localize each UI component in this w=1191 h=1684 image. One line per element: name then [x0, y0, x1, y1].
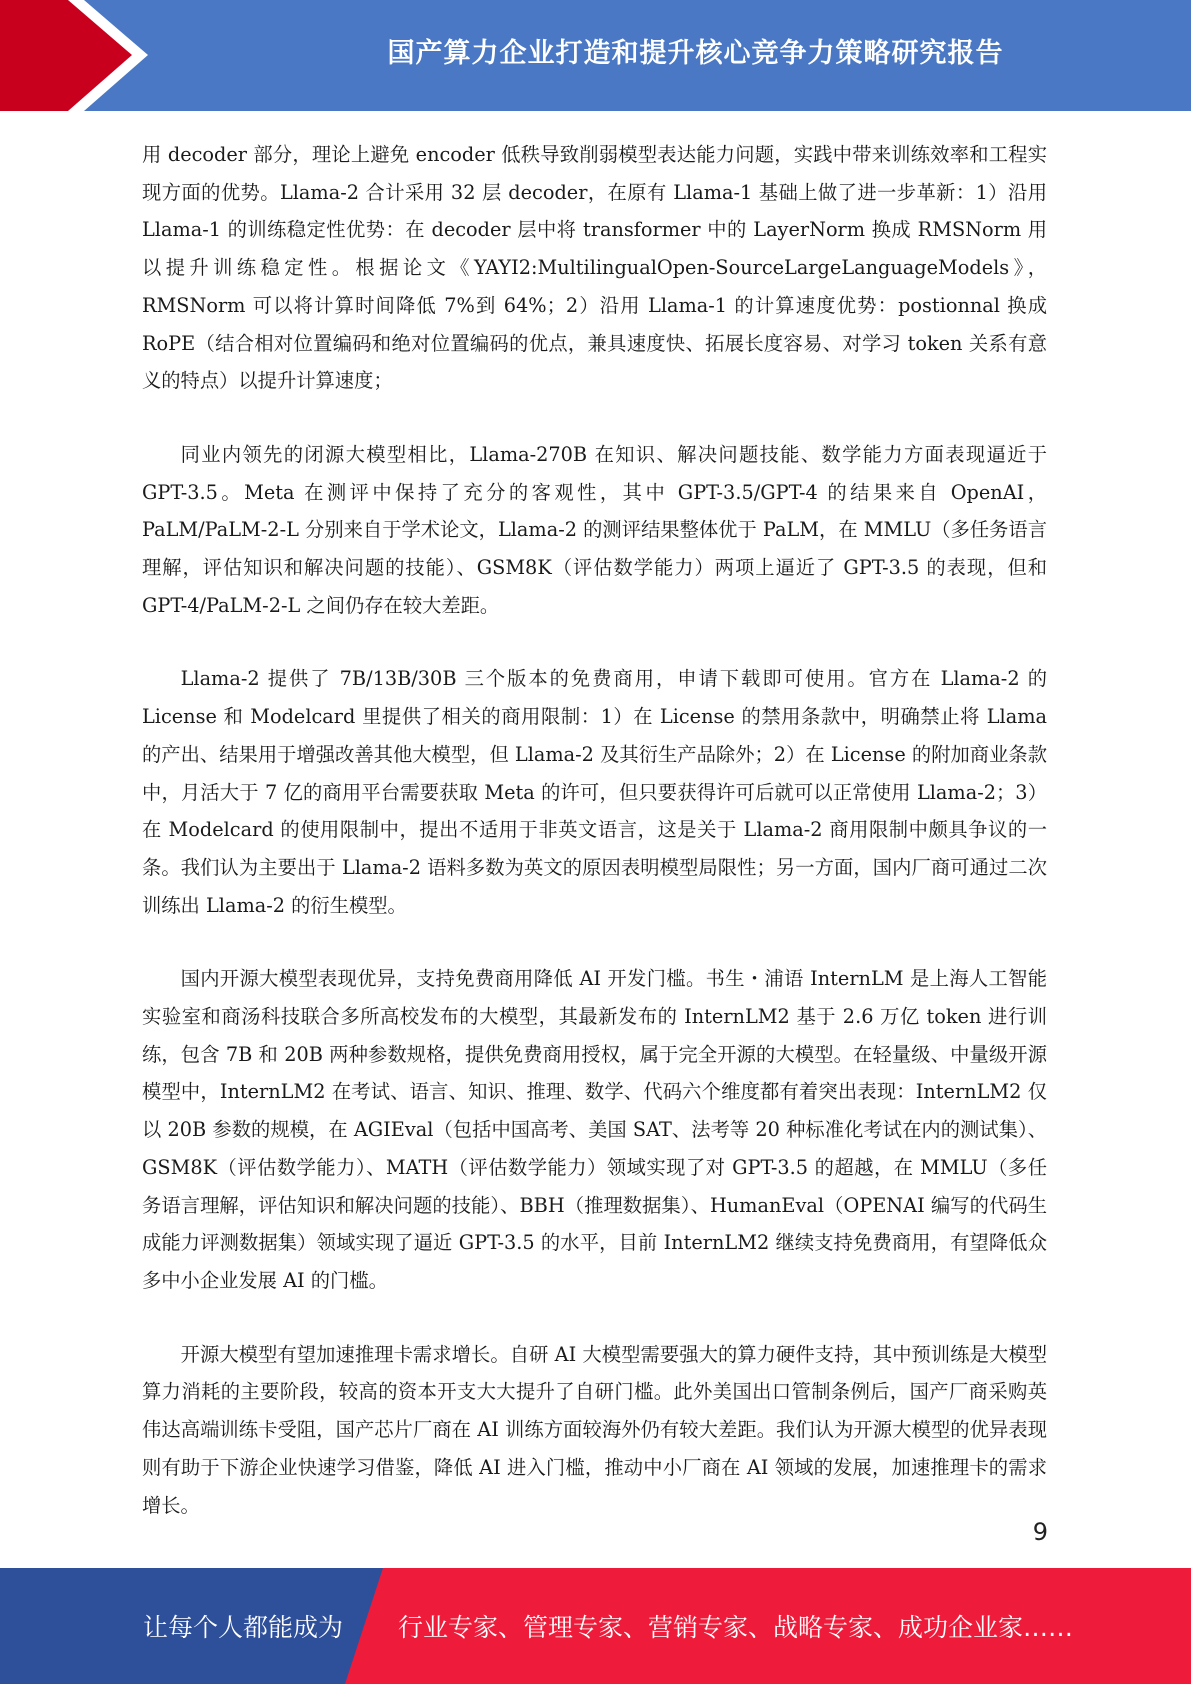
- paragraph-5: 开源大模型有望加速推理卡需求增长。自研 AI 大模型需要强大的算力硬件支持，其中预训练是大模型算力消耗的主要阶段，较高的资本开支大大提升了自研门槛。此外美国出口管制条例后，国产厂商采购英伟达高端训练卡受阻，国产芯片厂商在 AI 训练方面较海外仍有较大差距。我们认为开源大模型的优异表现则有助于下游企业快速学习借鉴，降低 AI 进入门槛，推动中小厂商在 AI 领域的发展，加速推理卡的需求增长。: [142, 1342, 1047, 1517]
- footer-slogan-left: 让每个人都能成为: [143, 1613, 344, 1642]
- paragraph-2: 同业内领先的闭源大模型相比，Llama-270B 在知识、解决问题技能、数学能力方面表现逼近于 GPT-3.5。Meta 在测评中保持了充分的客观性，其中 GPT-3.5/GPT-4 的结果来自 OpenAI，PaLM/PaLM-2-L 分别来自于学术论文，Llama-2 的测评结果整体优于 PaLM，在 MMLU（多任务语言理解，评估知识和解决问题的技能）、GSM8K（评估数学能力）两项上逼近了 GPT-3.5 的表现，但和 GPT-4/PaLM-2-L 之间仍存在较大差距。: [142, 442, 1047, 617]
- report-title: 国产算力企业打造和提升核心竞争力策略研究报告: [387, 37, 1004, 69]
- chevron-arrow-icon: [0, 0, 160, 111]
- footer-banner: [0, 1568, 1191, 1684]
- document-body: [142, 136, 1047, 1560]
- paragraph-3: Llama-2 提供了 7B/13B/30B 三个版本的免费商用，申请下载即可使用。官方在 Llama-2 的 License 和 Modelcard 里提供了相关的商用限制：1）在 License 的禁用条款中，明确禁止将 Llama 的产出、结果用于增强改善其他大模型，但 Llama-2 及其衍生产品除外；2）在 License 的附加商业条款中，月活大于 7 亿的商用平台需要获取 Meta 的许可，但只要获得许可后就可以正常使用 Llama-2；3）在 Modelcard 的使用限制中，提出不适用于非英文语言，这是关于 Llama-2 商用限制中颇具争议的一条。我们认为主要出于 Llama-2 语料多数为英文的原因表明模型局限性；另一方面，国内厂商可通过二次训练出 Llama-2 的衍生模型。: [142, 667, 1047, 917]
- footer-slogan-right: 行业专家、管理专家、营销专家、战略专家、成功企业家……: [398, 1613, 1074, 1642]
- paragraph-1: 用 decoder 部分，理论上避免 encoder 低秩导致削弱模型表达能力问题，实践中带来训练效率和工程实现方面的优势。Llama-2 合计采用 32 层 decoder，在原有 Llama-1 基础上做了进一步革新：1）沿用 Llama-1 的训练稳定性优势：在 decoder 层中将 transformer 中的 LayerNorm 换成 RMSNorm 用以提升训练稳定性。根据论文《YAYI2:MultilingualOpen-SourceLargeLanguageModels》，RMSNorm 可以将计算时间降低 7%到 64%；2）沿用 Llama-1 的计算速度优势：postionnal 换成 RoPE（结合相对位置编码和绝对位置编码的优点，兼具速度快、拓展长度容易、对学习 token 关系有意义的特点）以提升计算速度；: [142, 143, 1047, 393]
- page-number: 9: [1032, 1518, 1048, 1546]
- paragraph-4: 国内开源大模型表现优异，支持免费商用降低 AI 开发门槛。书生・浦语 InternLM 是上海人工智能实验室和商汤科技联合多所高校发布的大模型，其最新发布的 InternLM2 基于 2.6 万亿 token 进行训练，包含 7B 和 20B 两种参数规格，提供免费商用授权，属于完全开源的大模型。在轻量级、中量级开源模型中，InternLM2 在考试、语言、知识、推理、数学、代码六个维度都有着突出表现：InternLM2 仅以 20B 参数的规模，在 AGIEval（包括中国高考、美国 SAT、法考等 20 种标准化考试在内的测试集）、GSM8K（评估数学能力）、MATH（评估数学能力）领域实现了对 GPT-3.5 的超越，在 MMLU（多任务语言理解，评估知识和解决问题的技能）、BBH（推理数据集）、HumanEval（OPENAI 编写的代码生成能力评测数据集）领域实现了逼近 GPT-3.5 的水平，目前 InternLM2 继续支持免费商用，有望降低众多中小企业发展 AI 的门槛。: [142, 967, 1047, 1292]
- header-bar: [0, 0, 1191, 111]
